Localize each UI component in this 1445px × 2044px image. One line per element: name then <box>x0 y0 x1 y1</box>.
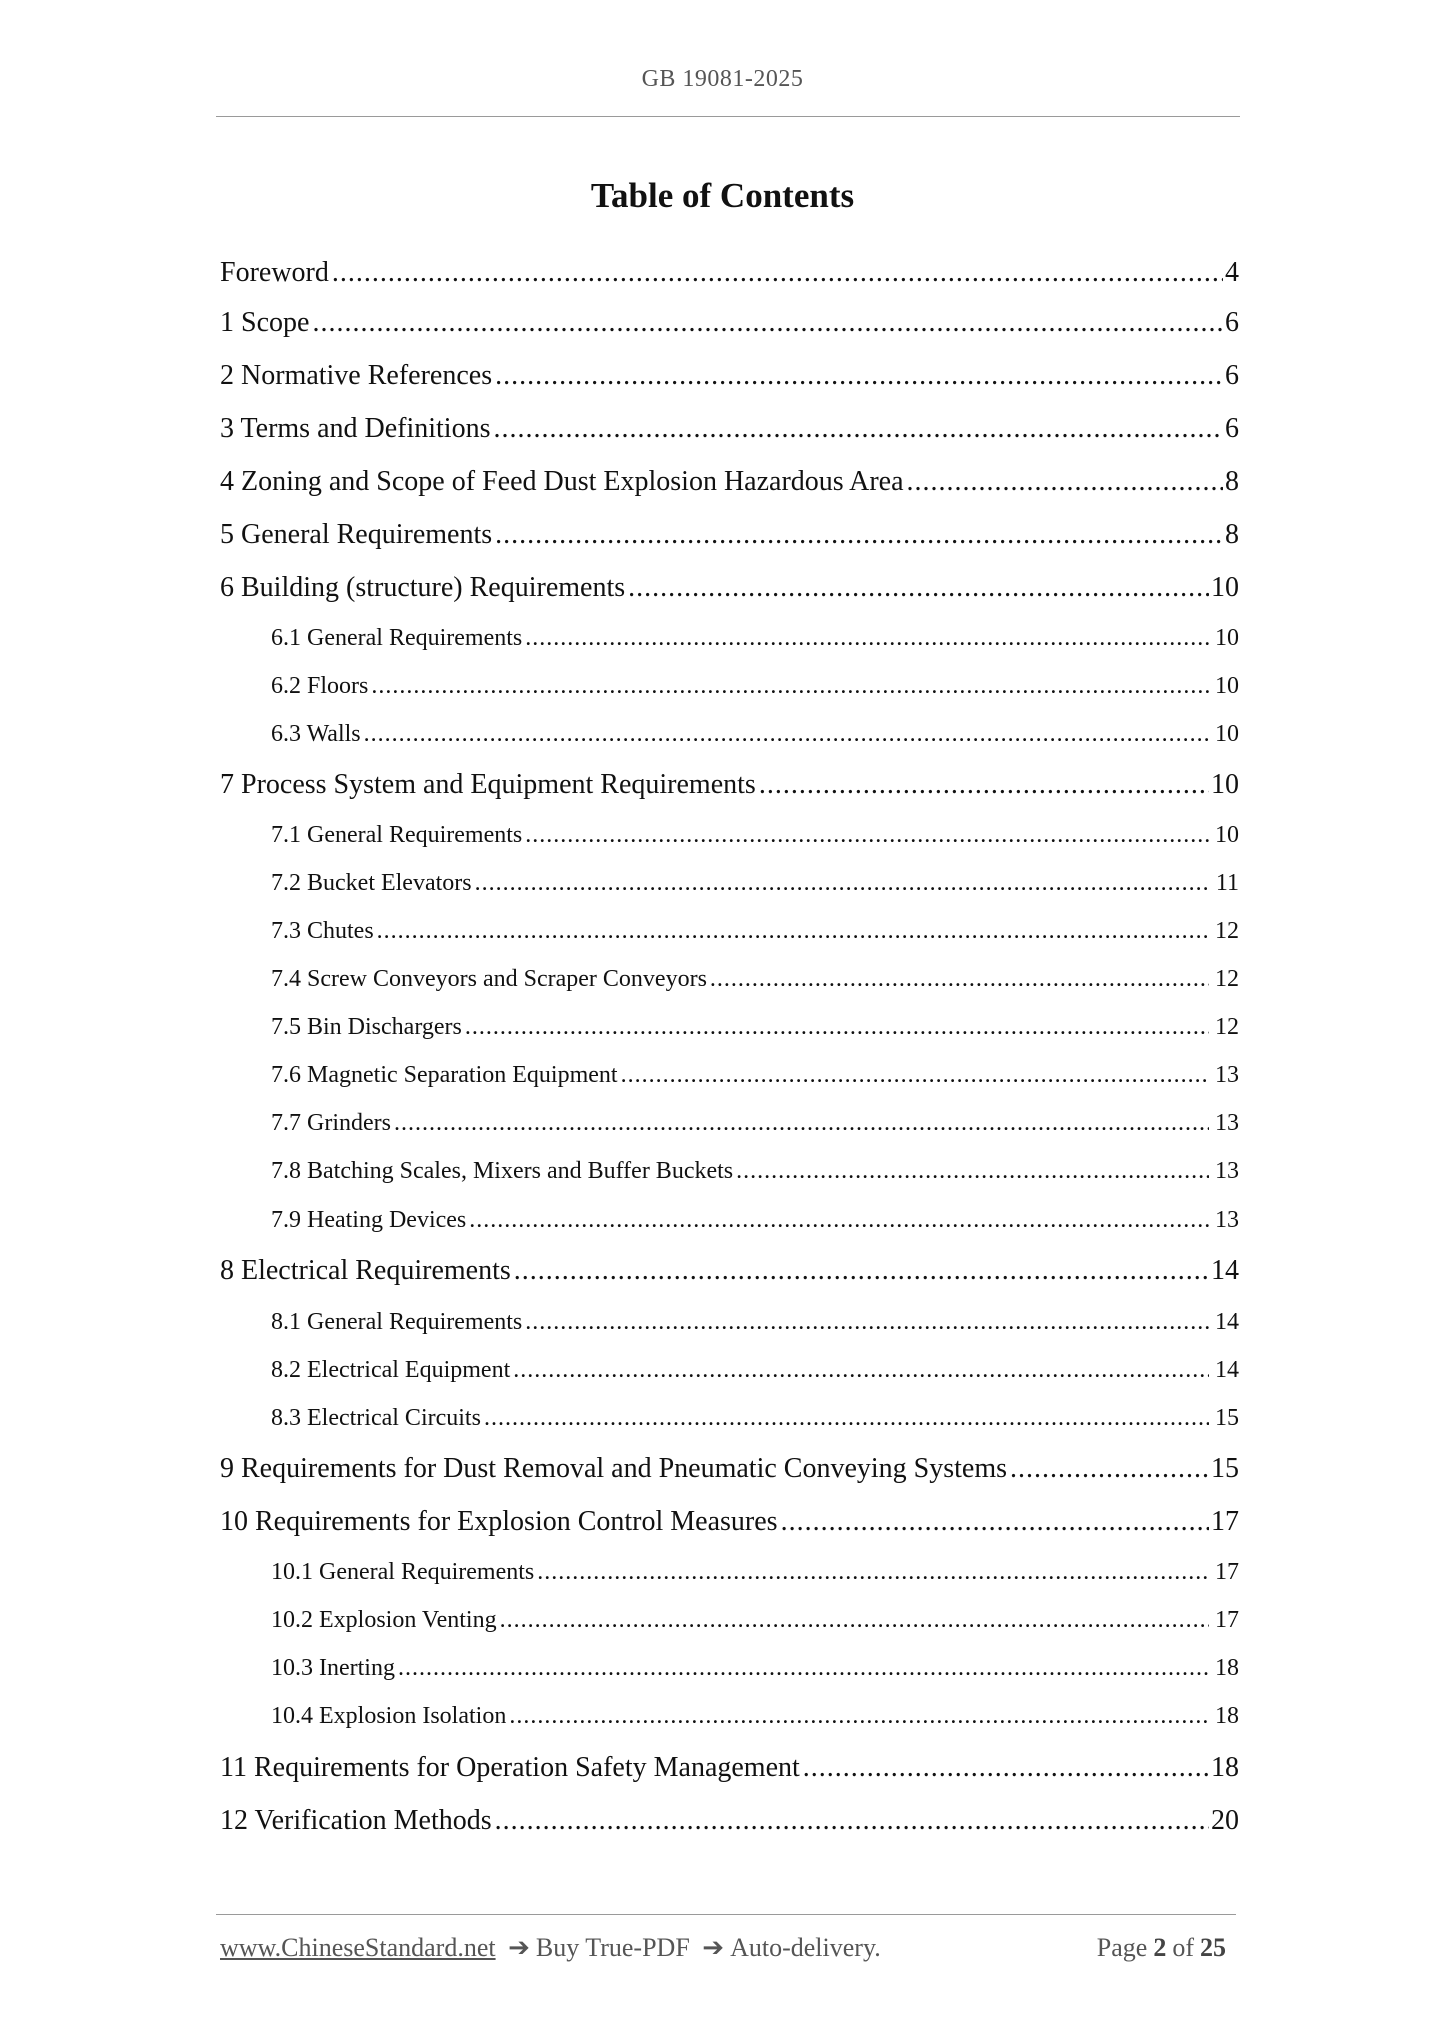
toc-subentry[interactable] <box>271 1556 1239 1588</box>
dot-leader <box>514 1253 1209 1289</box>
toc-entry-page: 6 <box>1225 360 1239 391</box>
toc-entry-label: 6 Building (structure) Requirements <box>220 572 626 603</box>
header-divider <box>216 116 1240 117</box>
toc-entry-page: 17 <box>1215 1607 1239 1633</box>
toc-entry-label: 6.2 Floors <box>271 673 369 699</box>
toc-entry-page: 11 <box>1215 870 1239 896</box>
toc-entry[interactable] <box>220 1803 1239 1839</box>
dot-leader <box>394 1107 1209 1139</box>
toc-subentry[interactable] <box>271 1354 1239 1386</box>
toc-entry-label: 1 Scope <box>220 307 310 338</box>
toc-entry-label: 5 General Requirements <box>220 519 493 550</box>
dot-leader <box>803 1750 1209 1786</box>
toc-subentry[interactable] <box>271 1107 1239 1139</box>
toc-entry-page: 14 <box>1215 1309 1239 1335</box>
toc-entry-label: 8.3 Electrical Circuits <box>271 1405 481 1431</box>
dot-leader <box>710 963 1209 995</box>
toc-entry-label: 2 Normative References <box>220 360 493 391</box>
dot-leader <box>364 718 1209 750</box>
dot-leader <box>312 305 1223 341</box>
dot-leader <box>377 915 1209 947</box>
toc-entry-page: 10 <box>1215 721 1239 747</box>
dot-leader <box>759 767 1209 803</box>
toc-entry-page: 20 <box>1211 1805 1239 1836</box>
footer-promo <box>220 1933 881 1963</box>
toc-entry-page: 10 <box>1215 822 1239 848</box>
current-page-number: 2 <box>1153 1933 1167 1962</box>
toc-entry[interactable] <box>220 767 1239 803</box>
toc-entry-page: 18 <box>1211 1752 1239 1783</box>
arrow-right-icon: ➔ <box>702 1933 725 1962</box>
dot-leader <box>781 1504 1209 1540</box>
toc-entry-page: 14 <box>1211 1255 1239 1286</box>
toc-subentry[interactable] <box>271 1652 1239 1684</box>
dot-leader <box>525 819 1209 851</box>
toc-subentry[interactable] <box>271 963 1239 995</box>
page-word: Page <box>1096 1933 1148 1962</box>
toc-entry-page: 14 <box>1215 1357 1239 1383</box>
toc-entry-page: 18 <box>1215 1703 1239 1729</box>
of-word: of <box>1172 1933 1194 1962</box>
toc-entry-page: 12 <box>1215 918 1239 944</box>
toc-entry-label: 7.5 Bin Dischargers <box>271 1014 462 1040</box>
toc-entry-label: 11 Requirements for Operation Safety Management <box>220 1752 800 1783</box>
toc-entry-label: 7.3 Chutes <box>271 918 374 944</box>
toc-subentry[interactable] <box>271 670 1239 702</box>
toc-entry-label: 6.3 Walls <box>271 721 361 747</box>
toc-subentry[interactable] <box>271 718 1239 750</box>
toc-entry-label: 8.1 General Requirements <box>271 1309 523 1335</box>
toc-entry-label: 7.1 General Requirements <box>271 822 523 848</box>
toc-entry[interactable] <box>220 517 1239 553</box>
toc-entry-label: 7.6 Magnetic Separation Equipment <box>271 1062 618 1088</box>
toc-subentry[interactable] <box>271 819 1239 851</box>
toc-entry-page: 18 <box>1215 1655 1239 1681</box>
dot-leader <box>465 1011 1209 1043</box>
toc-subentry[interactable] <box>271 1306 1239 1338</box>
toc-subentry[interactable] <box>271 622 1239 654</box>
toc-entry-label: 7.9 Heating Devices <box>271 1207 467 1233</box>
toc-entry-page: 10 <box>1211 572 1239 603</box>
toc-entry[interactable] <box>220 570 1239 606</box>
buy-text: Buy True-PDF <box>535 1933 690 1962</box>
total-pages-number: 25 <box>1200 1933 1226 1962</box>
page-indicator <box>1097 1933 1232 1963</box>
dot-leader <box>1010 1451 1209 1487</box>
toc-entry-page: 12 <box>1215 966 1239 992</box>
arrow-right-icon: ➔ <box>508 1933 530 1962</box>
toc-entry[interactable] <box>220 255 1239 291</box>
toc-entry-page: 17 <box>1215 1559 1239 1585</box>
dot-leader <box>469 1204 1209 1236</box>
toc-entry-label: 7.4 Screw Conveyors and Scraper Conveyors <box>271 966 707 992</box>
dot-leader <box>621 1059 1209 1091</box>
delivery-text: Auto-delivery. <box>730 1933 881 1962</box>
toc-subentry[interactable] <box>271 1604 1239 1636</box>
toc-entry-label: 6.1 General Requirements <box>271 625 523 651</box>
toc-entry-page: 8 <box>1225 466 1239 497</box>
dot-leader <box>500 1604 1209 1636</box>
toc-entry[interactable] <box>220 305 1239 341</box>
dot-leader <box>513 1354 1209 1386</box>
toc-entry-page: 12 <box>1215 1014 1239 1040</box>
toc-entry-label: 9 Requirements for Dust Removal and Pneumatic Conveying Systems <box>220 1453 1008 1484</box>
toc-entry-page: 4 <box>1225 257 1239 288</box>
toc-entry-page: 15 <box>1211 1453 1239 1484</box>
dot-leader <box>736 1155 1209 1187</box>
toc-subentry[interactable] <box>271 915 1239 947</box>
toc-entry-page: 8 <box>1225 519 1239 550</box>
toc-entry-label: 7.8 Batching Scales, Mixers and Buffer Buckets <box>271 1158 734 1184</box>
toc-entry-page: 13 <box>1215 1207 1239 1233</box>
toc-entry-label: 8 Electrical Requirements <box>220 1255 511 1286</box>
toc-entry[interactable] <box>220 1451 1239 1487</box>
site-link[interactable]: www.ChineseStandard.net <box>220 1933 496 1962</box>
toc-entry[interactable] <box>220 358 1239 394</box>
toc-entry-page: 17 <box>1211 1506 1239 1537</box>
toc-subentry[interactable] <box>271 1059 1239 1091</box>
toc-subentry[interactable] <box>271 1402 1239 1434</box>
page-footer <box>220 1933 1232 1967</box>
dot-leader <box>398 1652 1209 1684</box>
toc-subentry[interactable] <box>271 1700 1239 1732</box>
dot-leader <box>493 411 1223 447</box>
toc-entry-label: 4 Zoning and Scope of Feed Dust Explosion Hazardous Area <box>220 466 904 497</box>
toc-entry-label: 10.3 Inerting <box>271 1655 395 1681</box>
footer-divider <box>216 1914 1236 1915</box>
toc-entry-label: 12 Verification Methods <box>220 1805 492 1836</box>
toc-subentry[interactable] <box>271 1011 1239 1043</box>
toc-entry-label: 3 Terms and Definitions <box>220 413 491 444</box>
dot-leader <box>525 622 1209 654</box>
dot-leader <box>525 1306 1209 1338</box>
toc-entry-label: 7.7 Grinders <box>271 1110 391 1136</box>
dot-leader <box>509 1700 1209 1732</box>
toc-entry-page: 10 <box>1215 673 1239 699</box>
toc-entry-page: 10 <box>1215 625 1239 651</box>
dot-leader <box>475 867 1210 899</box>
dot-leader <box>628 570 1209 606</box>
toc-entry-page: 15 <box>1215 1405 1239 1431</box>
toc-entry[interactable] <box>220 1504 1239 1540</box>
toc-entry[interactable] <box>220 411 1239 447</box>
toc-title: Table of Contents <box>590 176 855 215</box>
toc-entry-page: 13 <box>1215 1110 1239 1136</box>
dot-leader <box>495 517 1223 553</box>
toc-entry-page: 10 <box>1211 769 1239 800</box>
dot-leader <box>371 670 1209 702</box>
dot-leader <box>495 358 1223 394</box>
toc-entry-page: 13 <box>1215 1062 1239 1088</box>
toc-subentry[interactable] <box>271 1155 1239 1187</box>
toc-entry-label: 10 Requirements for Explosion Control Measures <box>220 1506 778 1537</box>
dot-leader <box>484 1402 1209 1434</box>
toc-entry-page: 6 <box>1225 307 1239 338</box>
toc-entry[interactable] <box>220 464 1239 500</box>
toc-entry-label: 8.2 Electrical Equipment <box>271 1357 511 1383</box>
toc-entry[interactable] <box>220 1750 1239 1786</box>
toc-entry-page: 13 <box>1215 1158 1239 1184</box>
dot-leader <box>907 464 1223 500</box>
toc-entry-page: 6 <box>1225 413 1239 444</box>
dot-leader <box>495 1803 1209 1839</box>
toc-entry-label: 10.1 General Requirements <box>271 1559 535 1585</box>
toc-entry-label: 7.2 Bucket Elevators <box>271 870 472 896</box>
toc-entry-label: 7 Process System and Equipment Requirements <box>220 769 756 800</box>
dot-leader <box>537 1556 1209 1588</box>
toc-entry-label: 10.4 Explosion Isolation <box>271 1703 507 1729</box>
dot-leader <box>332 255 1223 291</box>
toc-entry[interactable] <box>220 1253 1239 1289</box>
toc-subentry[interactable] <box>271 1204 1239 1236</box>
toc-entry-label: 10.2 Explosion Venting <box>271 1607 497 1633</box>
toc-entry-label: Foreword <box>220 257 329 288</box>
toc-subentry[interactable] <box>271 867 1239 899</box>
running-header: GB 19081-2025 <box>641 66 804 92</box>
